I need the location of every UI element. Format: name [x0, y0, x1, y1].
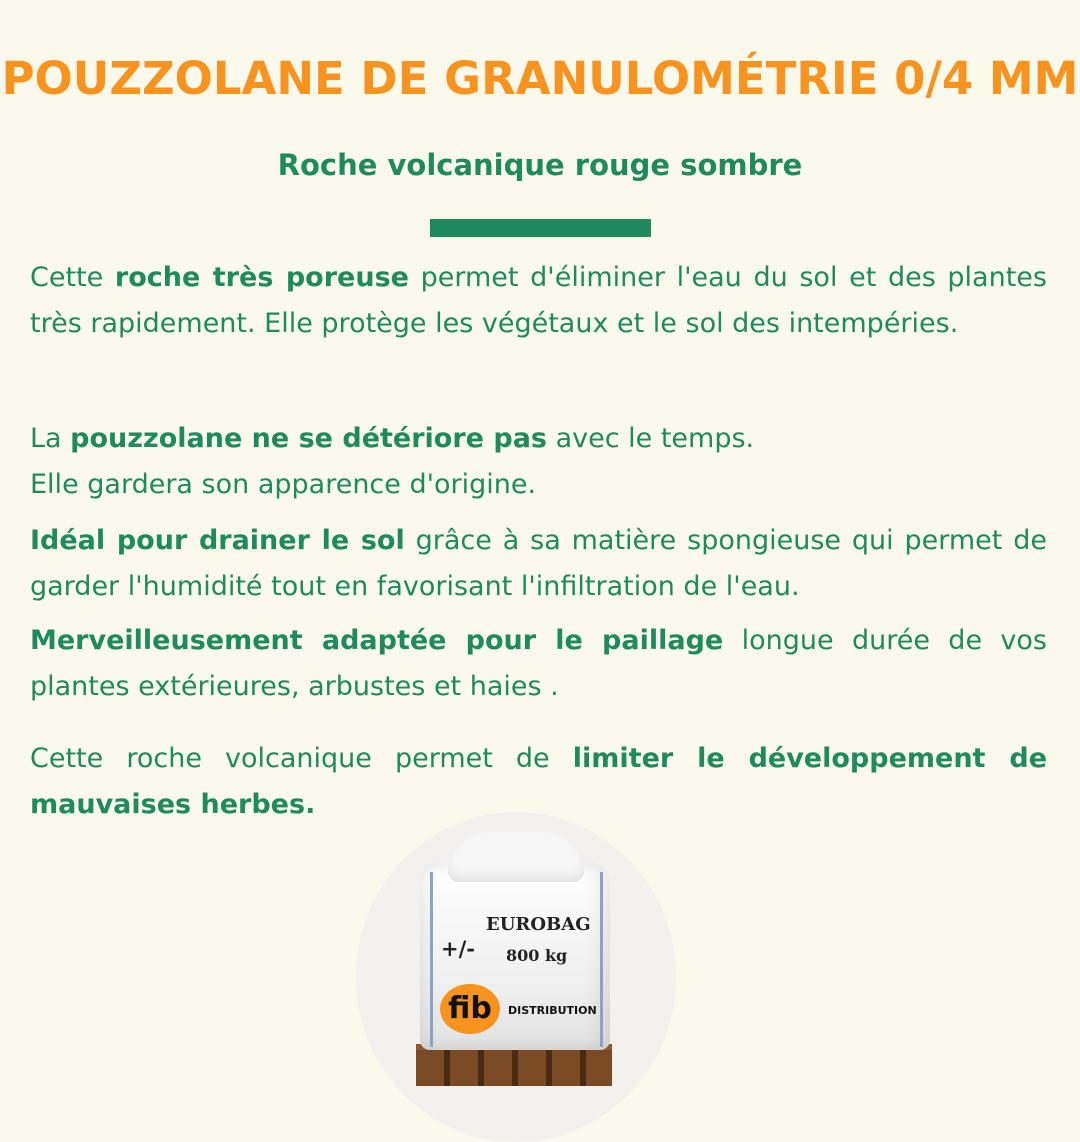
paragraph-drainage [30, 518, 1047, 610]
bag-plusminus-label: +/- [441, 936, 475, 961]
paragraph-durability [30, 416, 1047, 508]
p3-highlight: Idéal pour drainer le sol [30, 525, 405, 556]
p5-text: Cette roche volcanique permet de [30, 743, 573, 774]
p4-highlight: Merveilleusement adaptée pour le paillage [30, 625, 724, 656]
bag-strap-right [600, 872, 603, 1047]
product-image-bigbag [356, 812, 676, 1080]
p2-highlight: pouzzolane ne se détériore pas [70, 423, 547, 454]
p1-highlight: roche très poreuse [114, 262, 409, 293]
p1-text-end: permet d'éliminer l'eau du sol et des plantes très rapidement. Elle protège les végétaux et le sol des intempéries. [30, 262, 1047, 339]
p2-line-1 [30, 416, 1047, 462]
page-subtitle: Roche volcanique rouge sombre [277, 148, 803, 182]
p5-highlight: limiter le développement de mauvaises herbes. [30, 743, 1048, 820]
paragraph-mulching [30, 618, 1047, 710]
p2-line-2: Elle gardera son apparence d'origine. [30, 469, 537, 500]
bag-brand-label: EUROBAG [486, 914, 591, 935]
page-title: POUZZOLANE DE GRANULOMÉTRIE 0/4 MM [1, 52, 1079, 105]
p4-text: longue durée de vos plantes extérieures, arbustes et haies . [30, 625, 1047, 702]
paragraph-porous [30, 255, 1047, 347]
p1-text-start: Cette [30, 262, 115, 293]
fib-distribution-label: DISTRIBUTION [508, 1004, 597, 1017]
bag-strap-left [430, 872, 433, 1047]
bag-weight-label: 800 kg [506, 946, 568, 965]
divider-bar [430, 219, 651, 237]
fib-logo: fib [440, 984, 500, 1034]
bulk-bag-top [448, 832, 584, 882]
p2-text-end: avec le temps. [547, 423, 755, 454]
p3-text: grâce à sa matière spongieuse qui permet de garder l'humidité tout en favorisant l'infiltration de l'eau. [30, 525, 1047, 602]
p2-text-start: La [30, 423, 71, 454]
